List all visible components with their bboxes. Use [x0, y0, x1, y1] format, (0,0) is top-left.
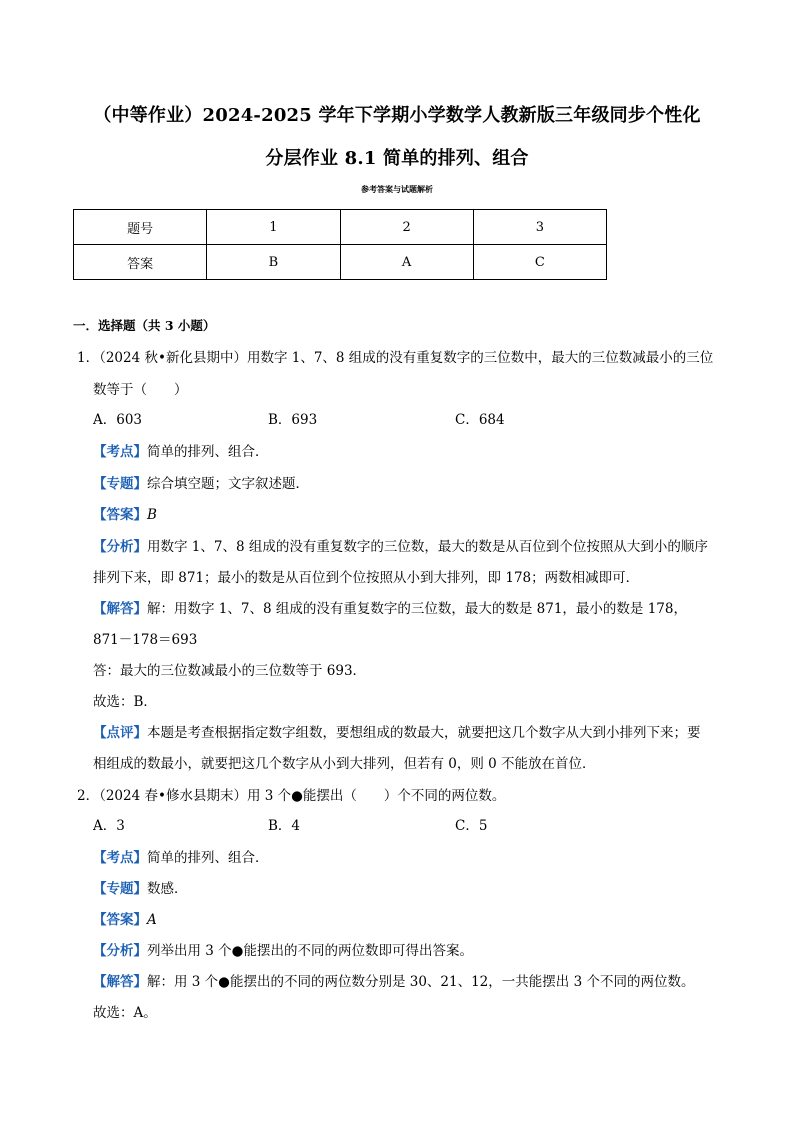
table-cell: 3: [473, 210, 606, 245]
table-cell: 2: [340, 210, 473, 245]
q2-zhuanti: [93, 879, 188, 899]
q1-jieda-line4: 故选：B．: [93, 694, 157, 710]
daan-tag: 【答案】: [93, 507, 147, 523]
fenxi-text: 列举出用 3 个●能摆出的不同的两位数即可得出答案。: [147, 943, 473, 959]
q1-dianping-line1: [93, 723, 701, 743]
zhuanti-tag: 【专题】: [93, 476, 147, 492]
table-cell: A: [340, 245, 473, 280]
dianping-tag: 【点评】: [93, 725, 147, 741]
q1-jieda-line2: 871－178＝693: [93, 632, 198, 648]
q2-option-c: C．5: [455, 818, 488, 834]
q1-jieda-line1: [93, 599, 687, 619]
kaodian-tag: 【考点】: [93, 444, 147, 460]
document-title-line1: （中等作业）2024-2025 学年下学期小学数学人教新版三年级同步个性化: [93, 105, 701, 126]
q1-zhuanti: [93, 474, 309, 494]
table-row: [74, 210, 607, 245]
daan-text: B: [147, 507, 157, 523]
q2-jieda-line1: [93, 972, 694, 992]
table-row: [74, 245, 607, 280]
daan-text: A: [147, 912, 157, 928]
fenxi-text: 用数字 1、7、8 组成的没有重复数字的三位数，最大的数是从百位到个位按照从大到小的顺序: [147, 539, 708, 555]
q1-daan: [93, 505, 157, 525]
q2-kaodian: [93, 848, 269, 868]
q2-stem-line1: 2．（2024 春•修水县期末）用 3 个●能摆出（ ）个不同的两位数。: [77, 788, 506, 804]
table-cell: C: [473, 245, 606, 280]
q1-fenxi-line2: 排列下来，即 871；最小的数是从百位到个位按照从小到大排列，即 178；两数相减即可．: [93, 570, 640, 586]
q1-dianping-line2: 相组成的数最小，就要把这几个数字从小到大排列，但若有 0，则 0 不能放在首位．: [93, 756, 596, 772]
q1-jieda-line3: 答：最大的三位数减最小的三位数等于 693．: [93, 663, 367, 679]
jieda-tag: 【解答】: [93, 601, 147, 617]
document-title-line2: 分层作业 8.1 简单的排列、组合: [265, 148, 529, 169]
jieda-text: 解：用数字 1、7、8 组成的没有重复数字的三位数，最大的数是 871，最小的数是 178，: [147, 601, 687, 617]
kaodian-tag: 【考点】: [93, 850, 147, 866]
q2-option-b: B．4: [268, 818, 301, 834]
zhuanti-text: 综合填空题；文字叙述题．: [147, 476, 309, 492]
q1-stem-line2: 数等于（ ）: [93, 382, 188, 398]
fenxi-tag: 【分析】: [93, 943, 147, 959]
dianping-text: 本题是考查根据指定数字组数，要想组成的数最大，就要把这几个数字从大到小排列下来；要: [147, 725, 701, 741]
section-heading: 一．选择题（共 3 小题）: [73, 318, 216, 333]
fenxi-tag: 【分析】: [93, 539, 147, 555]
q1-option-c: C．684: [455, 412, 505, 428]
table-cell: 1: [207, 210, 340, 245]
q1-option-b: B．693: [268, 412, 318, 428]
jieda-tag: 【解答】: [93, 974, 147, 990]
q1-fenxi-line1: [93, 537, 708, 557]
q1-kaodian: [93, 442, 269, 462]
q1-stem-line1: 1．（2024 秋•新化县期中）用数字 1、7、8 组成的没有重复数字的三位数中，最大的三位数减最小的三位: [77, 350, 714, 366]
q2-daan: [93, 910, 157, 930]
table-cell: B: [207, 245, 340, 280]
q2-option-a: A．3: [93, 818, 125, 834]
zhuanti-tag: 【专题】: [93, 881, 147, 897]
kaodian-text: 简单的排列、组合．: [147, 444, 269, 460]
q2-fenxi-line1: [93, 941, 473, 961]
answer-table: [73, 209, 607, 280]
q1-option-a: A．603: [93, 412, 143, 428]
daan-tag: 【答案】: [93, 912, 147, 928]
table-cell: 答案: [74, 245, 207, 280]
zhuanti-text: 数感．: [147, 881, 188, 897]
q2-jieda-line2: 故选：A。: [93, 1005, 157, 1021]
jieda-text: 解：用 3 个●能摆出的不同的两位数分别是 30、21、12，一共能摆出 3 个不同的两位数。: [147, 974, 695, 990]
kaodian-text: 简单的排列、组合．: [147, 850, 269, 866]
table-cell: 题号: [74, 210, 207, 245]
document-subtitle: 参考答案与试题解析: [361, 185, 433, 194]
